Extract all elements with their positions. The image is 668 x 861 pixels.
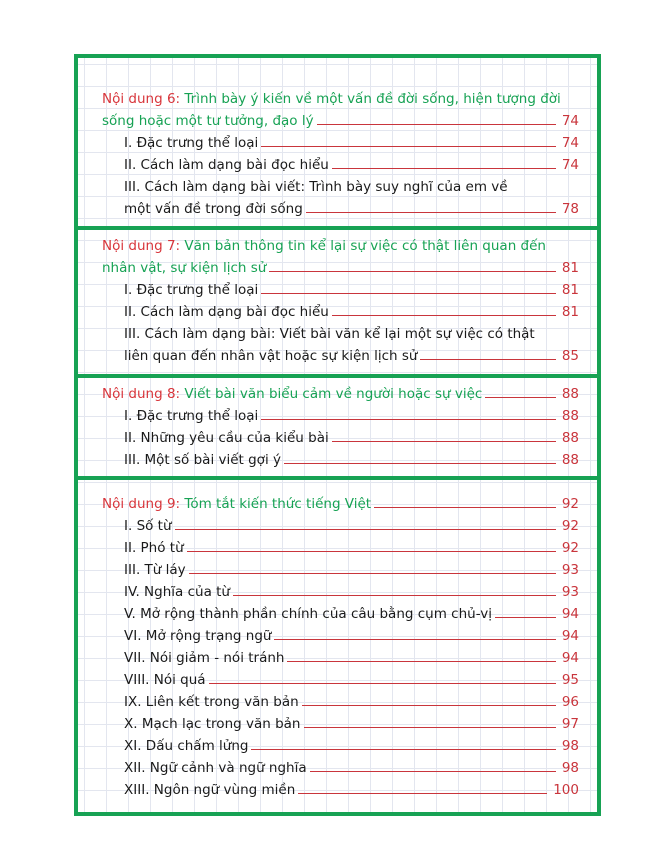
dot-leader [420,359,555,360]
toc-heading-line[interactable] [78,490,597,512]
toc-item[interactable] [78,129,597,151]
item-label: III. Cách làm dạng bài viết: Trình bày suy nghĩ của em về [124,179,508,195]
page-number: 93 [561,562,579,578]
toc-item[interactable] [78,688,597,710]
dot-leader [261,293,556,294]
item-label: XI. Dấu chấm lửng [124,738,249,754]
toc-item[interactable] [78,600,597,622]
toc-item[interactable] [78,622,597,644]
section-divider [78,374,597,378]
dot-leader [310,771,556,772]
dot-leader [332,168,556,169]
dot-leader [284,463,556,464]
item-label: III. Từ láy [124,562,186,578]
item-label: VII. Nói giảm - nói tránh [124,650,285,666]
section-title: Tóm tắt kiến thức tiếng Việt [184,496,372,512]
section-title-cont: nhân vật, sự kiện lịch sử [102,260,267,276]
page-number: 88 [561,452,579,468]
dot-leader [261,419,556,420]
item-label: II. Cách làm dạng bài đọc hiểu [124,157,329,173]
page-number: 93 [561,584,579,600]
item-label: IV. Nghĩa của từ [124,584,230,600]
dot-leader [317,124,556,125]
toc-frame [74,54,601,816]
dot-leader [209,683,556,684]
page-number: 96 [561,694,579,710]
toc-heading-line [78,85,597,107]
item-label: II. Những yêu cầu của kiểu bài [124,430,329,446]
dot-leader [269,271,555,272]
toc-item[interactable] [78,666,597,688]
item-label: VIII. Nói quá [124,672,206,688]
section-title: Viết bài văn biểu cảm về người hoặc sự việc [184,386,483,402]
item-label: I. Đặc trưng thể loại [124,135,259,151]
section-prefix: Nội dung 9: [102,496,181,512]
item-label-cont: liên quan đến nhân vật hoặc sự kiện lịch sử [124,348,418,364]
section-divider [78,476,597,480]
dot-leader [374,507,556,508]
toc-heading-line-2[interactable] [78,254,597,276]
dot-leader [332,441,556,442]
dot-leader [233,595,556,596]
page-number: 100 [553,782,579,798]
page-number: 74 [561,113,579,129]
page-number: 92 [561,540,579,556]
item-label: IX. Liên kết trong văn bản [124,694,299,710]
toc-item[interactable] [78,644,597,666]
dot-leader [189,573,556,574]
item-label: I. Đặc trưng thể loại [124,282,259,298]
toc-item-cont[interactable] [78,342,597,364]
toc-item[interactable] [78,732,597,754]
toc-item[interactable] [78,151,597,173]
section-title: Trình bày ý kiến về một vấn đề đời sống, hiện tượng đời [184,91,561,107]
item-label: VI. Mở rộng trạng ngữ [124,628,272,644]
dot-leader [485,397,556,398]
toc-heading-line-2[interactable] [78,107,597,129]
item-label: XIII. Ngôn ngữ vùng miền [124,782,296,798]
page-number: 74 [561,135,579,151]
section-title-cont: sống hoặc một tư tưởng, đạo lý [102,113,314,129]
toc-item[interactable] [78,710,597,732]
page-number: 94 [561,606,579,622]
toc-heading-line[interactable] [78,380,597,402]
dot-leader [306,212,556,213]
item-label: II. Phó từ [124,540,184,556]
toc-item[interactable] [78,754,597,776]
dot-leader [287,661,555,662]
page-number: 81 [561,282,579,298]
item-label: III. Một số bài viết gợi ý [124,452,281,468]
toc-item[interactable] [78,534,597,556]
item-label-cont: một vấn đề trong đời sống [124,201,303,217]
toc-item[interactable] [78,446,597,468]
toc-item[interactable] [78,402,597,424]
dot-leader [251,749,555,750]
dot-leader [187,551,556,552]
item-label: XII. Ngữ cảnh và ngữ nghĩa [124,760,307,776]
section-title: Văn bản thông tin kể lại sự việc có thật liên quan đến [184,238,546,254]
dot-leader [274,639,555,640]
page-number: 92 [561,496,579,512]
toc-item[interactable] [78,276,597,298]
toc-item[interactable] [78,320,597,342]
dot-leader [304,727,556,728]
dot-leader [175,529,556,530]
item-label: V. Mở rộng thành phần chính của câu bằng cụm chủ-vị [124,606,492,622]
page-number: 94 [561,628,579,644]
page-number: 78 [561,201,579,217]
toc-item[interactable] [78,512,597,534]
page-number: 74 [561,157,579,173]
page-number: 88 [561,430,579,446]
section-prefix: Nội dung 8: [102,386,181,402]
page-number: 95 [561,672,579,688]
page-number: 81 [561,260,579,276]
item-label: X. Mạch lạc trong văn bản [124,716,301,732]
page-number: 98 [561,760,579,776]
dot-leader [495,617,556,618]
page-number: 94 [561,650,579,666]
page-number: 81 [561,304,579,320]
toc-item[interactable] [78,556,597,578]
toc-item[interactable] [78,173,597,195]
toc-item-cont[interactable] [78,195,597,217]
toc-item[interactable] [78,578,597,600]
toc-item[interactable] [78,424,597,446]
item-label: I. Đặc trưng thể loại [124,408,259,424]
section-prefix: Nội dung 7: [102,238,181,254]
toc-heading-line [78,232,597,254]
item-label: III. Cách làm dạng bài: Viết bài văn kể lại một sự việc có thật [124,326,535,342]
dot-leader [302,705,556,706]
dot-leader [332,315,556,316]
dot-leader [261,146,556,147]
section-prefix: Nội dung 6: [102,91,181,107]
page-number: 88 [561,386,579,402]
page-number: 85 [561,348,579,364]
toc-item[interactable] [78,298,597,320]
page-number: 92 [561,518,579,534]
page-number: 97 [561,716,579,732]
toc-item[interactable] [78,776,597,798]
dot-leader [298,793,547,794]
item-label: II. Cách làm dạng bài đọc hiểu [124,304,329,320]
page-number: 88 [561,408,579,424]
section-divider [78,226,597,230]
page-number: 98 [561,738,579,754]
item-label: I. Số từ [124,518,172,534]
